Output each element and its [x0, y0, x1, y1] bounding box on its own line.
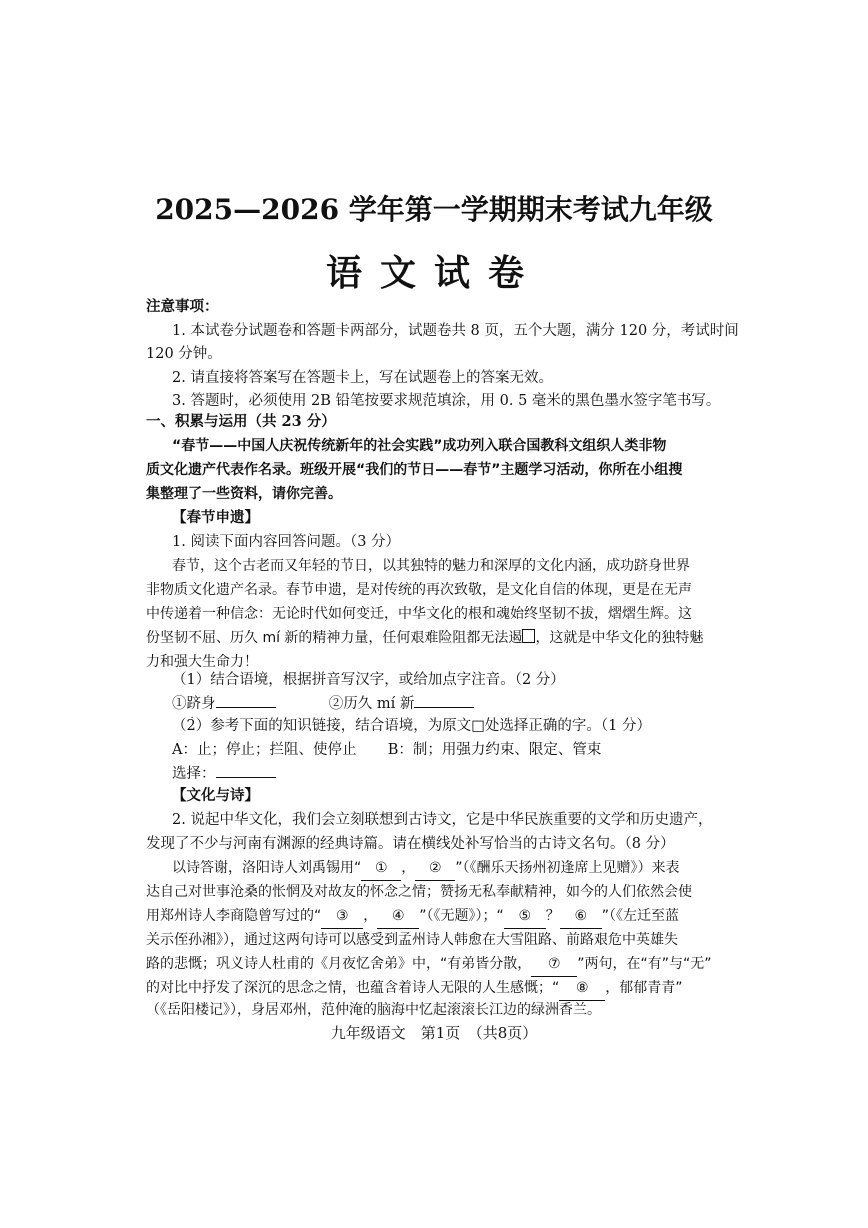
notice-item-2: 2. 请直接将答案写在答题卡上，写在试题卷上的答案无效。 — [172, 370, 553, 386]
passage-line-3: 中传递着一种信念：无论时代如何变迁，中华文化的根和魂始终坚韧不拔，熠熠生辉。这 — [146, 606, 692, 622]
answer-blank-2[interactable] — [414, 707, 474, 708]
passage-line-5: 力和强大生命力！ — [146, 654, 258, 670]
passage-line-4 — [146, 626, 703, 650]
sub-question-2: （2）参考下面的知识链接，结合语境，为原文□处选择正确的字。（1 分） — [172, 718, 652, 734]
poem-text-3: 用郑州诗人李商隐曾写过的“ ③ ， ④ ”（《无题》）；“ ⑤ ？ ⑥ ”（《左迁至蓝 — [146, 904, 679, 929]
blank-1[interactable]: ① — [361, 856, 401, 881]
blank-8[interactable]: ⑧ — [559, 976, 605, 1001]
poem-text-2: 达自己对世事沧桑的怅惘及对故友的怀念之情；赞扬无私奉献精神，如今的人们依然会使 — [146, 884, 692, 900]
choice-a: A：止；停止；拦阻、使停止 — [172, 742, 357, 758]
blank-3[interactable]: ③ — [321, 904, 363, 929]
exam-title: 2025—2026 学年第一学期期末考试九年级 — [155, 193, 713, 226]
part-tag-culture-poetry: 【文化与诗】 — [172, 787, 259, 804]
answer-blank-1[interactable] — [216, 707, 276, 708]
passage-line-4-b: ，这就是中华文化的独特魅 — [535, 630, 704, 646]
section-intro-2: 质文化遗产代表作名录。班级开展“我们的节日——春节”主题学习活动，你所在小组搜 — [146, 462, 683, 478]
question-1: 1. 阅读下面内容回答问题。（3 分） — [172, 534, 401, 550]
section-heading: 一、积累与运用（共 23 分） — [146, 413, 336, 430]
blank-box — [522, 629, 535, 643]
poem-text-6: 的对比中抒发了深沉的思念之情，也蕴含着诗人无限的人生感慨；“ ⑧ ，郁郁青青” — [146, 976, 683, 1001]
section-intro-3: 集整理了一些资料，请你完善。 — [146, 486, 342, 502]
poem-text-5: 路的悲慨；巩义诗人杜甫的《月夜忆舍弟》中，“有弟皆分散， ⑦ ”两句，在“有”与“无” — [146, 952, 712, 977]
sub-question-1: （1）结合语境，根据拼音写汉字，或给加点字注音。（2 分） — [172, 672, 565, 688]
blank-5[interactable]: ⑤ — [504, 904, 546, 929]
passage-line-2: 非物质文化遗产名录。春节申遗，是对传统的再次致敬，是文化自信的体现，更是在无声 — [146, 582, 692, 598]
exam-subtitle: 语文试卷 — [325, 252, 542, 294]
notice-heading: 注意事项： — [146, 298, 219, 315]
sub-question-1-items: ①跻身 ②历久 mí 新 — [172, 692, 474, 716]
part-tag-spring-festival: 【春节申遗】 — [172, 509, 259, 526]
select-answer-blank[interactable] — [216, 777, 276, 778]
select-row: 选择： — [172, 762, 276, 786]
passage-line-4-a: 份坚韧不屈、历久 mí 新的精神力量，任何艰难险阻都无法遏 — [146, 630, 523, 646]
page-footer: 九年级语文 第1页 （共8页） — [330, 1024, 538, 1042]
notice-item-1-cont: 120 分钟。 — [146, 346, 222, 362]
dotted-char: 跻 — [186, 696, 201, 712]
blank-4[interactable]: ④ — [377, 904, 419, 929]
notice-item-3: 3. 答题时，必须使用 2B 铅笔按要求规范填涂，用 0. 5 毫米的黑色墨水签字笔书写。 — [172, 393, 721, 409]
passage-line-1: 春节，这个古老而又年轻的节日，以其独特的魅力和深厚的文化内涵，成功跻身世界 — [172, 558, 690, 574]
poem-text-4: 关示侄孙湘》），通过这两句诗可以感受到孟州诗人韩愈在大雪阻路、前路艰危中英雄失 — [146, 932, 678, 948]
blank-7[interactable]: ⑦ — [531, 952, 577, 977]
question-2-line-2: 发现了不少与河南有渊源的经典诗篇。请在横线处补写恰当的古诗文名句。（8 分） — [146, 836, 675, 852]
poem-text-1: 以诗答谢，洛阳诗人刘禹锡用“ ① ， ② ”（《酬乐天扬州初逢席上见赠》）来表 — [172, 856, 680, 881]
choices — [172, 738, 601, 762]
question-2-line-1: 2. 说起中华文化，我们会立刻联想到古诗文，它是中华民族重要的文学和历史遗产， — [172, 812, 713, 828]
notice-item-1: 1. 本试卷分试题卷和答题卡两部分，试题卷共 8 页，五个大题，满分 120 分，考试时间 — [172, 323, 739, 339]
section-intro-1: “春节——中国人庆祝传统新年的社会实践”成功列入联合国教科文组织人类非物 — [172, 438, 667, 454]
blank-2[interactable]: ② — [415, 856, 455, 881]
blank-6[interactable]: ⑥ — [560, 904, 602, 929]
poem-text-7: （《岳阳楼记》），身居邓州，范仲淹的脑海中忆起滚滚长江边的绿洲香兰。 — [146, 1002, 601, 1018]
choice-b: B：制；用强力约束、限定、管束 — [387, 742, 602, 758]
